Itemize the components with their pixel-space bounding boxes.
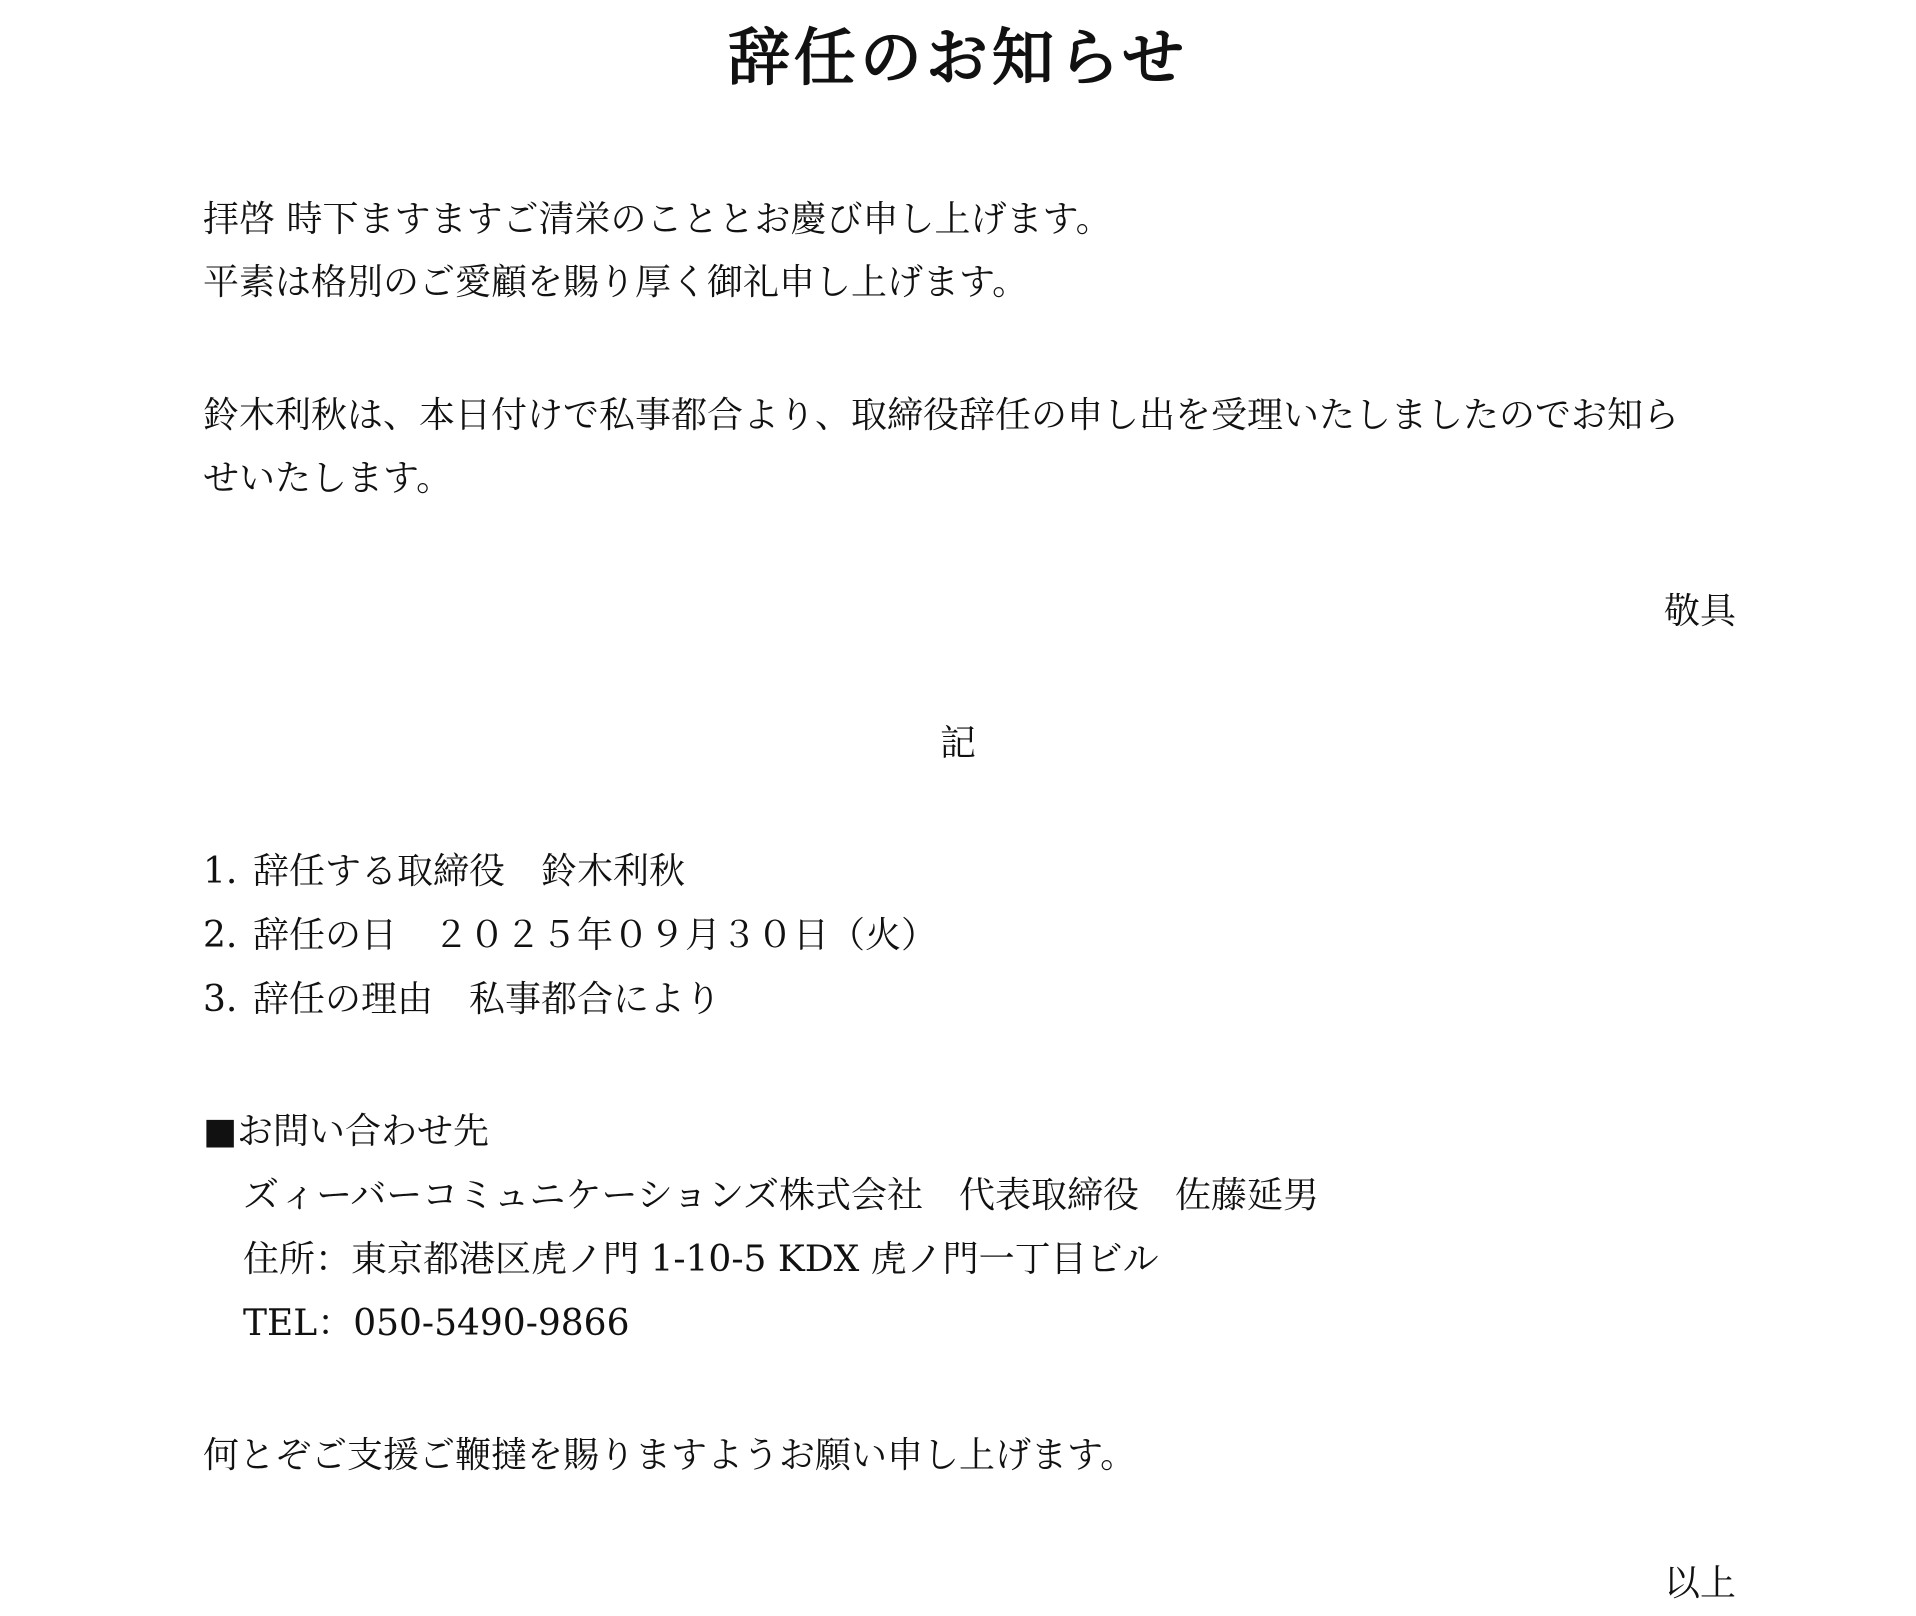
greeting-line-2: 平素は格別のご愛顧を賜り厚く御礼申し上げます。 — [203, 262, 1029, 303]
request-line: 何とぞご支援ご鞭撻を賜りますようお願い申し上げます。 — [203, 1435, 1137, 1476]
list-item — [203, 912, 937, 960]
list-item — [203, 976, 721, 1024]
list-item — [203, 848, 685, 896]
document-title: 辞任のお知らせ — [727, 21, 1189, 94]
list-item-number: 1. — [203, 851, 238, 892]
contact-heading: ■お問い合わせ先 — [203, 1111, 490, 1152]
closing-keigu: 敬具 — [1663, 591, 1736, 632]
closing-ijou: 以上 — [1663, 1563, 1736, 1604]
contact-company: ズィーバーコミュニケーションズ株式会社 代表取締役 佐藤延男 — [243, 1175, 1320, 1216]
body-line-1: 鈴木利秋は、本日付けで私事都合より、取締役辞任の申し出を受理いたしましたのでお知ら — [203, 395, 1680, 436]
list-item-number: 3. — [203, 979, 238, 1020]
list-item-text: 辞任する取締役 鈴木利秋 — [253, 851, 686, 892]
contact-address: 住所：東京都港区虎ノ門 1-10-5 KDX 虎ノ門一丁目ビル — [243, 1239, 1159, 1280]
greeting-line-1: 拝啓 時下ますますご清栄のこととお慶び申し上げます。 — [203, 199, 1112, 240]
list-item-number: 2. — [203, 915, 238, 956]
ki-heading: 記 — [939, 723, 976, 764]
body-line-2: せいたします。 — [203, 458, 453, 499]
list-item-text: 辞任の日 ２０２５年０９月３０日（火） — [253, 915, 938, 956]
list-item-text: 辞任の理由 私事都合により — [253, 979, 722, 1020]
contact-tel: TEL：050-5490-9866 — [243, 1303, 630, 1344]
